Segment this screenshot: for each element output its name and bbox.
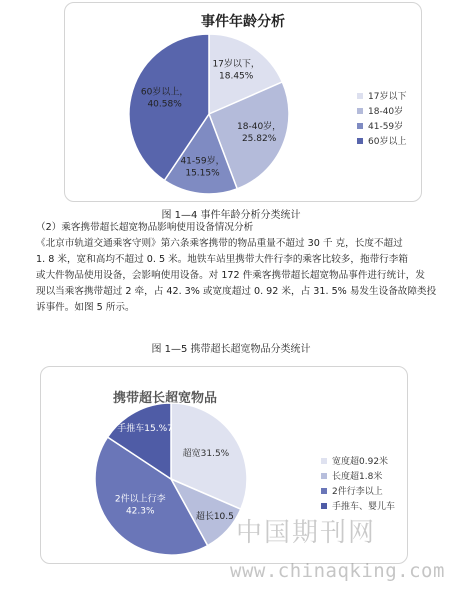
data-label-line: 42.3% [125, 506, 155, 517]
legend-swatch [357, 93, 363, 99]
legend-swatch [357, 123, 363, 129]
data-label-line: 18-40岁， [237, 122, 282, 133]
paragraph-line: 诉事件。如图 5 所示。 [36, 302, 135, 313]
legend-label: 18-40岁 [368, 107, 404, 117]
age-chart-legend [357, 88, 406, 148]
watermark-chinese: 中国期刊网 [236, 518, 377, 548]
paragraph-line: 现以当乘客携带超过 2 牵，占 42. 3% 或宽度超过 0. 92 米，占 31. 5% 易发生设备故障类投 [36, 286, 437, 297]
data-label [180, 155, 224, 179]
data-label [212, 58, 259, 82]
legend-swatch [321, 488, 327, 494]
paragraph-line: 1. 8 米，宽和高均不超过 0. 5 米。地铁车站里携带大件行李的乘客比较多，拖带行李箱 [36, 254, 408, 265]
chart-title: 携带超长超宽物品 [113, 391, 218, 406]
legend-label: 17岁以下 [368, 92, 407, 102]
legend-swatch [357, 138, 363, 144]
data-label-line: 超宽31.5% [182, 449, 230, 460]
data-label-line: 手推车15.%7 [117, 423, 173, 434]
watermark-url: www.chinaqking.com [230, 560, 445, 582]
data-label-line: 18.45% [219, 71, 254, 82]
data-label-line: 60岁以上， [140, 87, 189, 98]
legend-item [321, 498, 395, 513]
legend-item [321, 483, 395, 498]
data-label-line: 超长10.5 [195, 511, 234, 522]
figure2-caption: 图 1—5 携带超长超宽物品分类统计 [151, 344, 311, 355]
legend-item [357, 88, 406, 103]
legend-item [357, 118, 406, 133]
data-label-line: 25.82% [241, 134, 277, 145]
legend-label: 手推车、婴儿车 [332, 502, 396, 512]
chart-title: 事件年龄分析 [201, 14, 285, 30]
data-label [117, 422, 173, 434]
data-label [237, 120, 281, 144]
legend-label: 2件行李以上 [332, 487, 383, 497]
data-label [196, 510, 234, 522]
body-paragraph [36, 236, 456, 316]
data-label-line: 2件以上行李 [114, 494, 166, 505]
legend-item [357, 133, 406, 148]
age-pie-chart [64, 2, 422, 202]
figure1-caption: 图 1—4 事件年龄分析分类统计 [161, 210, 301, 221]
data-label [183, 447, 230, 459]
legend-item [321, 468, 395, 483]
paragraph-line: 或大件物品使用设备，会影响使用设备。对 172 件乘客携带超长超宽物品事件进行统计，发 [36, 270, 425, 281]
data-label-line: 15.15% [185, 168, 220, 179]
data-label [141, 85, 188, 109]
legend-label: 长度超1.8米 [332, 472, 383, 482]
section-heading: （2）乘客携带超长超宽物品影响使用设备情况分析 [36, 222, 254, 233]
data-label-line: 17岁以下， [212, 59, 260, 70]
data-label-line: 41-59岁， [180, 156, 225, 167]
legend-swatch [357, 108, 363, 114]
legend-swatch [321, 458, 327, 464]
legend-swatch [321, 473, 327, 479]
items-chart-legend [321, 453, 395, 513]
legend-label: 宽度超0.92米 [332, 457, 389, 467]
legend-swatch [321, 503, 327, 509]
legend-label: 60岁以上 [368, 137, 407, 147]
paragraph-line: 《北京市轨道交通乘客守则》第六条乘客携带的物品重量不超过 30 千 克，长度不超过 [36, 238, 403, 249]
legend-item [357, 103, 406, 118]
data-label-line: 40.58% [147, 99, 182, 110]
legend-item [321, 453, 395, 468]
legend-label: 41-59岁 [368, 122, 404, 132]
